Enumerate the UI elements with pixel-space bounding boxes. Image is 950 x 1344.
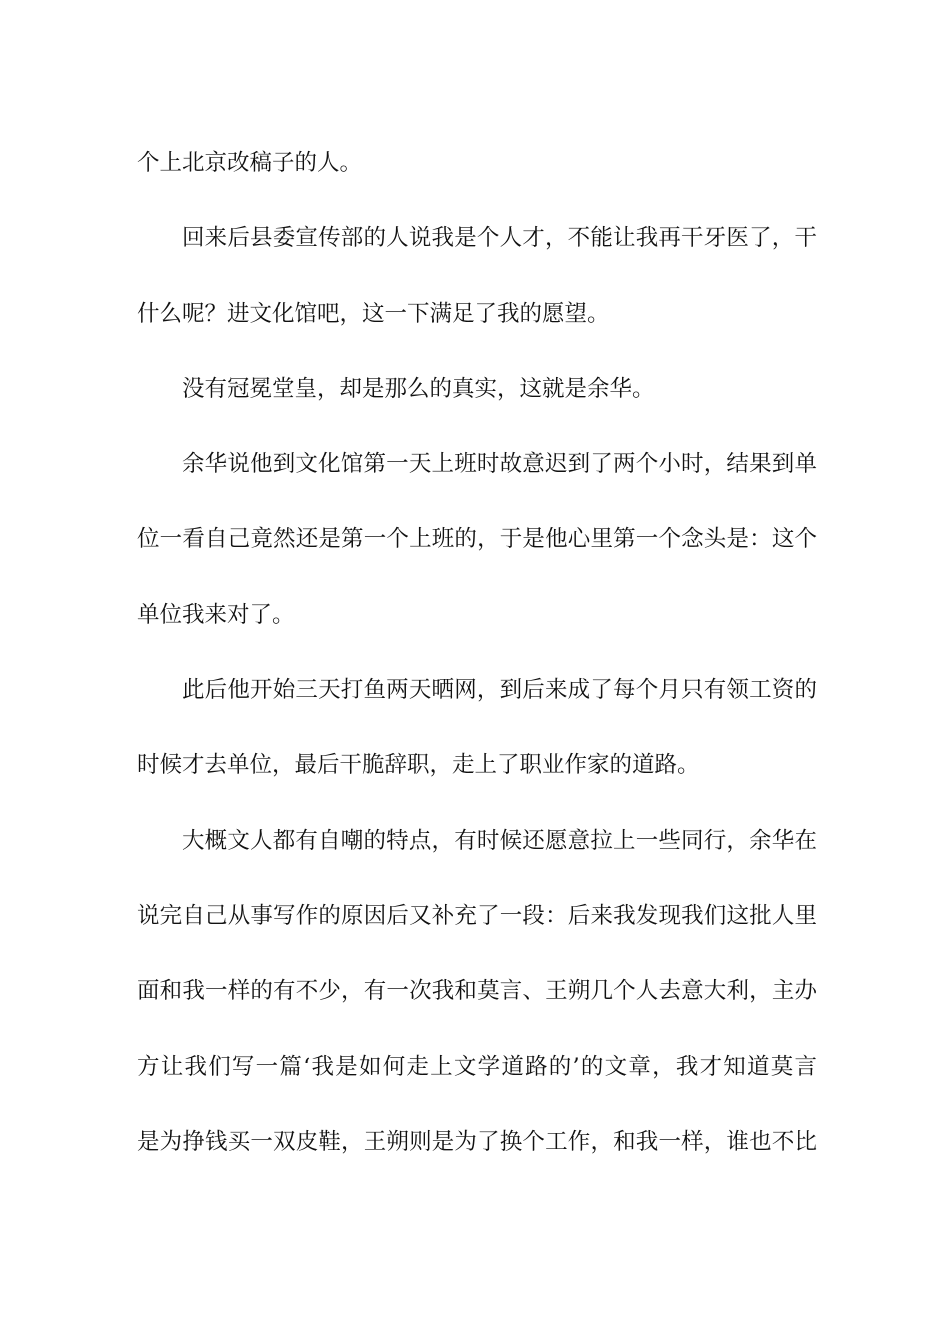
paragraph-first-line: 回来后县委宣传部的人说我是个人才，不能让我再干牙医了，干 [182,225,817,252]
text-line: 是为挣钱买一双皮鞋，王朔则是为了换个工作，和我一样，谁也不比 [137,1128,817,1155]
paragraph-first-line: 大概文人都有自嘲的特点，有时候还愿意拉上一些同行，余华在 [182,827,817,854]
text-line: 什么呢？进文化馆吧，这一下满足了我的愿望。 [137,300,610,327]
text-line: 时候才去单位，最后干脆辞职，走上了职业作家的道路。 [137,752,700,779]
paragraph-first-line: 此后他开始三天打鱼两天晒网，到后来成了每个月只有领工资的 [182,677,817,704]
paragraph-first-line: 没有冠冕堂皇，却是那么的真实，这就是余华。 [182,375,655,402]
text-line: 面和我一样的有不少，有一次我和莫言、王朔几个人去意大利，主办 [137,978,817,1005]
paragraph-first-line: 余华说他到文化馆第一天上班时故意迟到了两个小时，结果到单 [182,451,817,478]
text-line: 说完自己从事写作的原因后又补充了一段：后来我发现我们这批人里 [137,902,817,929]
text-line: 位一看自己竟然还是第一个上班的，于是他心里第一个念头是：这个 [137,526,817,553]
text-line: 方让我们写一篇‘我是如何走上文学道路的’的文章，我才知道莫言 [137,1053,817,1080]
text-line: 单位我来对了。 [137,601,295,628]
body-text [137,143,817,1197]
text-line: 个上北京改稿子的人。 [137,150,363,176]
